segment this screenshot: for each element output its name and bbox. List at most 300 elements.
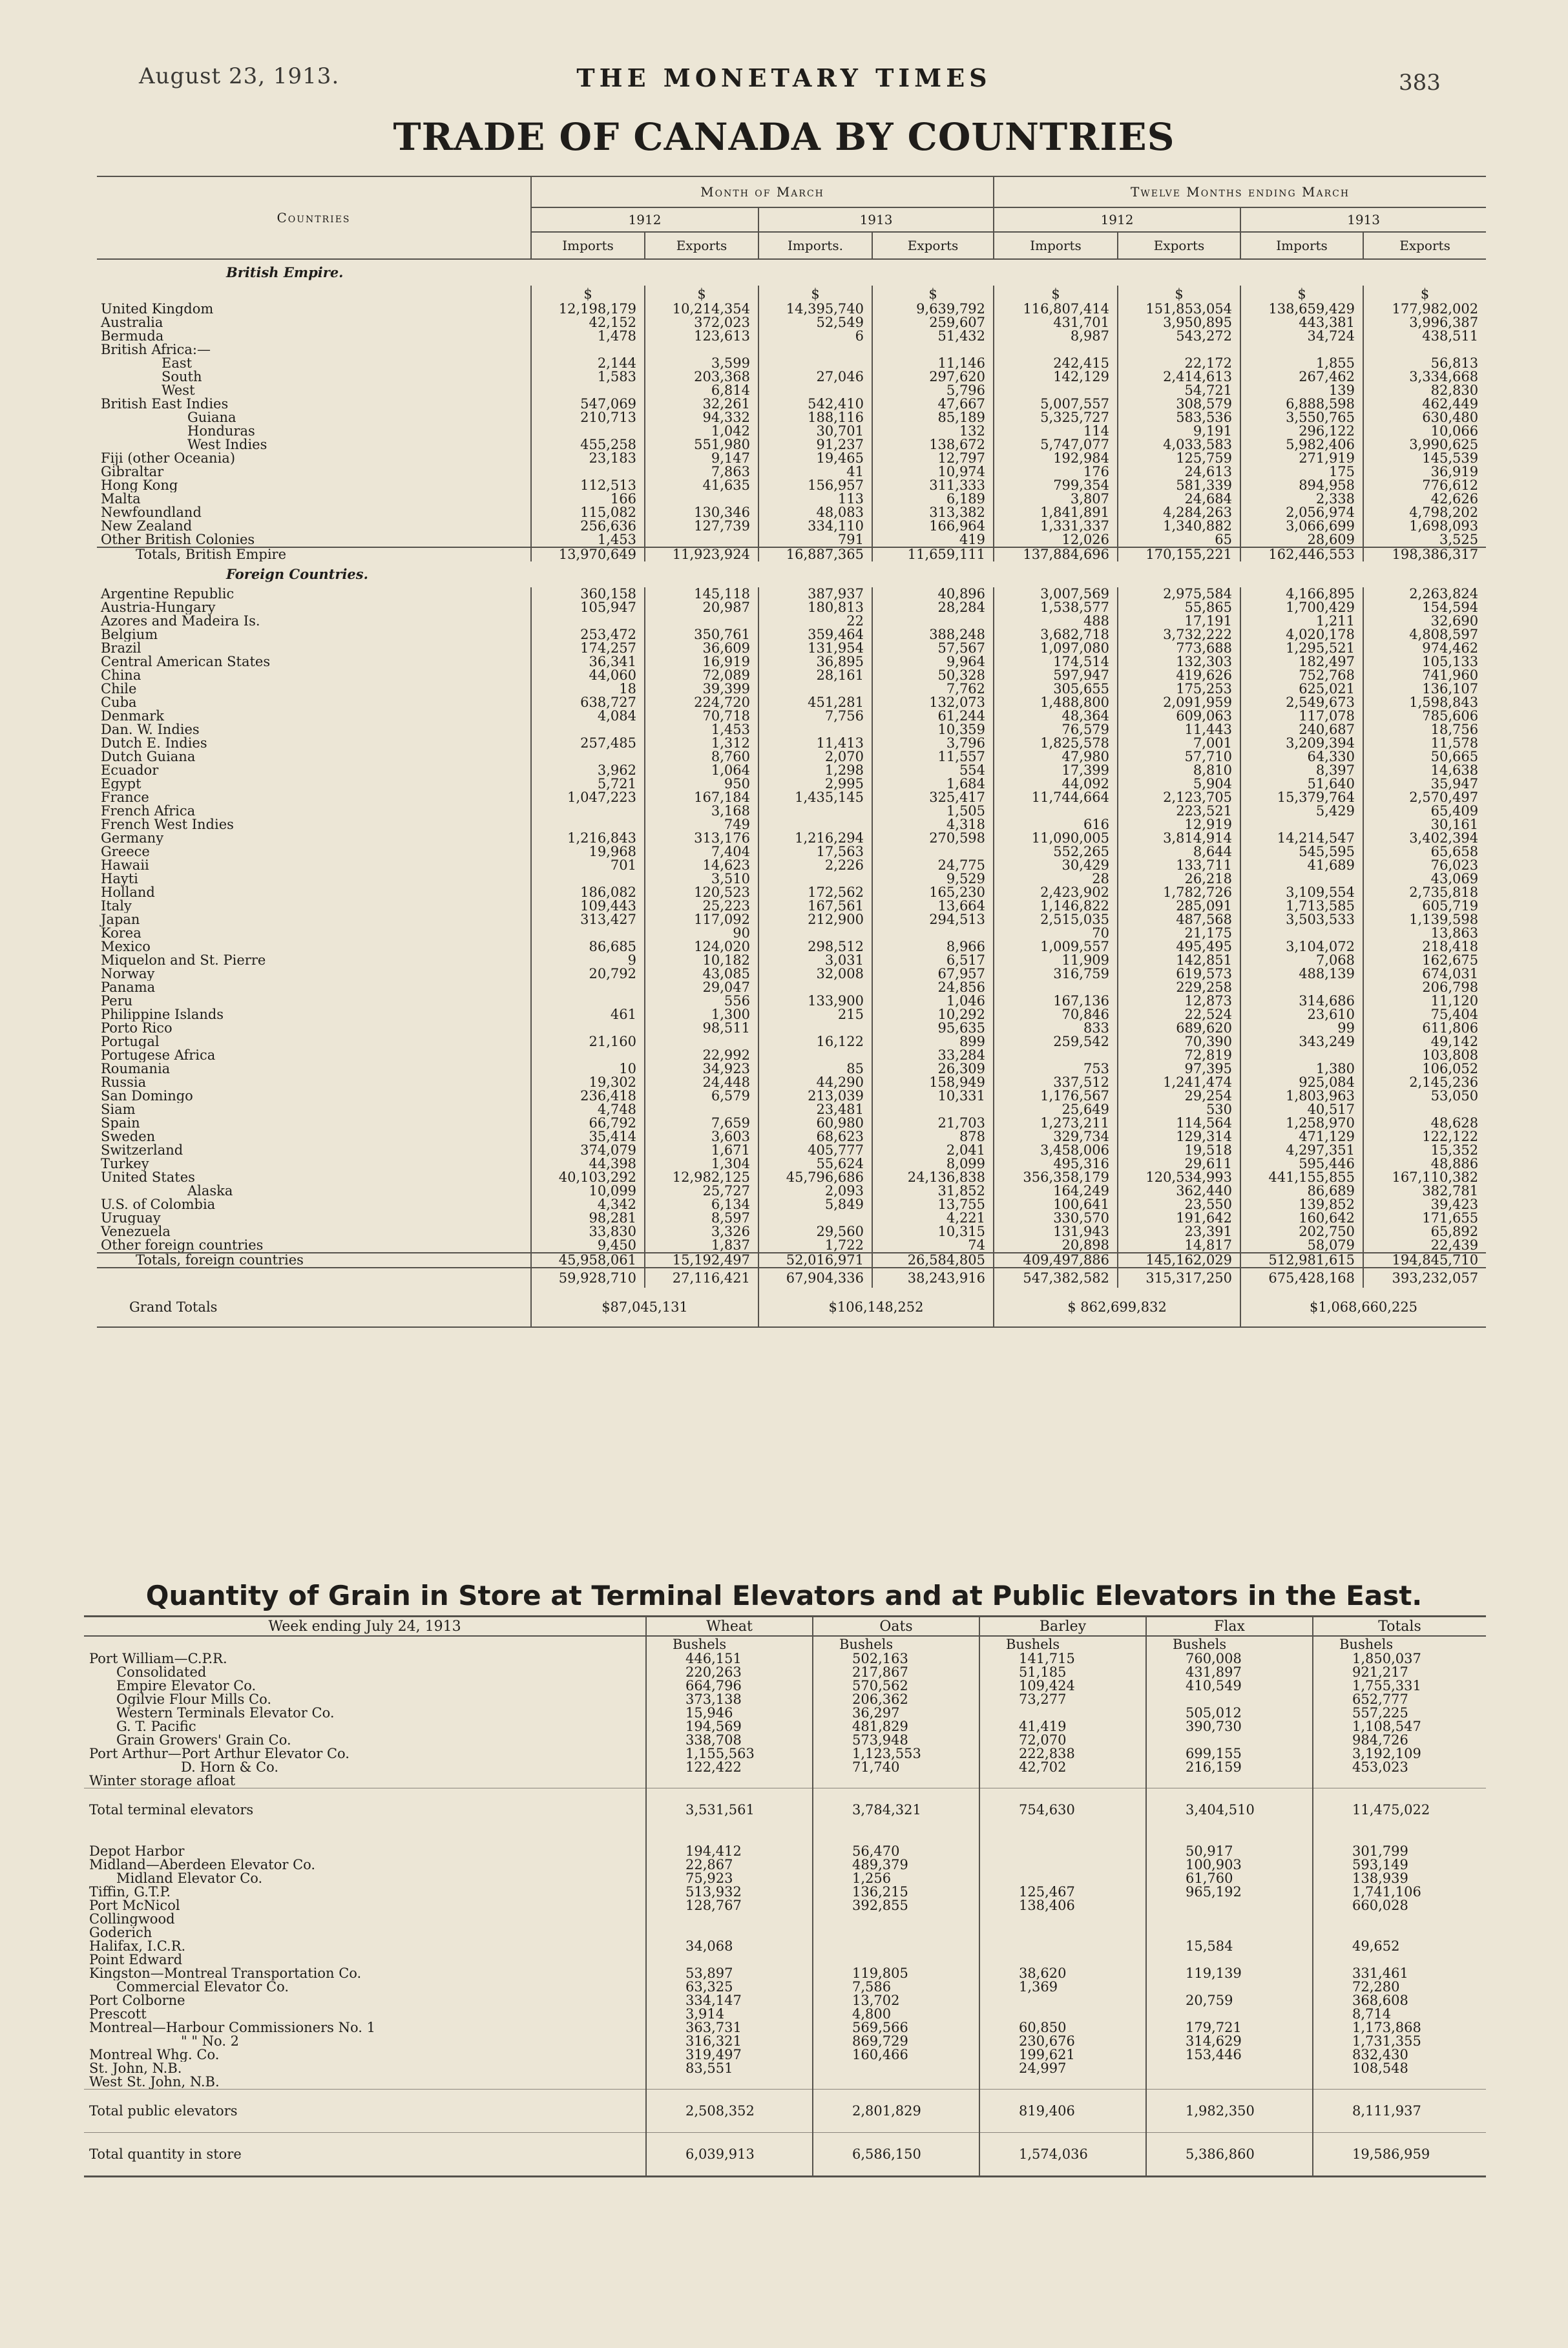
value-cell: 179,721 bbox=[1146, 2021, 1313, 2035]
wheat-header: Wheat bbox=[646, 1617, 813, 1637]
value-cell: 71,740 bbox=[813, 1761, 979, 1774]
value-cell bbox=[872, 1103, 994, 1116]
country-name: Italy bbox=[101, 899, 132, 913]
value-cell bbox=[994, 981, 1118, 994]
currency-symbol: $ bbox=[1363, 286, 1486, 302]
value-cell: 1,241,474 bbox=[1118, 1076, 1240, 1089]
value-cell: 570,562 bbox=[813, 1679, 979, 1693]
value-cell: 257,485 bbox=[531, 737, 645, 750]
grand-total-value: $106,148,252 bbox=[758, 1288, 994, 1327]
elevator-name: Kingston—Montreal Transportation Co. bbox=[89, 1967, 362, 1980]
value-cell: 212,900 bbox=[758, 913, 872, 927]
country-name: Alaska bbox=[187, 1184, 233, 1198]
value-cell: 1,312 bbox=[645, 737, 758, 750]
table-row bbox=[97, 316, 1486, 330]
value-cell: 1,700,429 bbox=[1240, 601, 1363, 614]
value-cell: 305,655 bbox=[994, 682, 1118, 696]
value-cell: 6,586,150 bbox=[813, 2133, 979, 2177]
value-cell: 29,611 bbox=[1118, 1157, 1240, 1171]
value-cell: 2,056,974 bbox=[1240, 506, 1363, 519]
value-cell: 24,684 bbox=[1118, 492, 1240, 506]
elevator-name: Ogilvie Flour Mills Co. bbox=[116, 1693, 272, 1706]
value-cell: 25,649 bbox=[994, 1103, 1118, 1116]
value-cell: 64,330 bbox=[1240, 750, 1363, 764]
flax-header: Flax bbox=[1146, 1617, 1313, 1637]
country-name: Fiji (other Oceania) bbox=[101, 452, 236, 465]
value-cell: 167,184 bbox=[645, 791, 758, 804]
country-name: Siam bbox=[101, 1103, 136, 1116]
value-cell: 471,129 bbox=[1240, 1130, 1363, 1144]
value-cell: 44,092 bbox=[994, 777, 1118, 791]
value-cell: 15,352 bbox=[1363, 1144, 1486, 1157]
value-cell: 488 bbox=[994, 614, 1118, 628]
value-cell: 103,808 bbox=[1363, 1049, 1486, 1062]
value-cell: 3,510 bbox=[645, 872, 758, 886]
value-cell: 218,418 bbox=[1363, 940, 1486, 954]
value-cell: 9,529 bbox=[872, 872, 994, 886]
value-cell bbox=[813, 1913, 979, 1926]
value-cell bbox=[531, 981, 645, 994]
value-cell: 438,511 bbox=[1363, 330, 1486, 343]
value-cell: 390,730 bbox=[1146, 1720, 1313, 1734]
value-cell: 75,404 bbox=[1363, 1008, 1486, 1022]
value-cell: 9 bbox=[531, 954, 645, 967]
country-name: China bbox=[101, 669, 141, 682]
month-1913-header: 1913 bbox=[758, 207, 994, 232]
value-cell: 23,610 bbox=[1240, 1008, 1363, 1022]
value-cell: 3,326 bbox=[645, 1225, 758, 1239]
value-cell bbox=[646, 1953, 813, 1967]
value-cell: 393,232,057 bbox=[1363, 1268, 1486, 1288]
value-cell: 619,573 bbox=[1118, 967, 1240, 981]
value-cell bbox=[758, 1049, 872, 1062]
value-cell: 19,302 bbox=[531, 1076, 645, 1089]
value-cell: 431,701 bbox=[994, 316, 1118, 330]
value-cell: 4,284,263 bbox=[1118, 506, 1240, 519]
value-cell: 1,825,578 bbox=[994, 737, 1118, 750]
value-cell: 3,796 bbox=[872, 737, 994, 750]
value-cell: 372,023 bbox=[645, 316, 758, 330]
value-cell: 301,799 bbox=[1313, 1845, 1486, 1858]
value-cell: 753 bbox=[994, 1062, 1118, 1076]
value-cell: 3,031 bbox=[758, 954, 872, 967]
value-cell: 554 bbox=[872, 764, 994, 777]
table-row bbox=[84, 1761, 1486, 1774]
value-cell: 4,221 bbox=[872, 1211, 994, 1225]
value-cell: 4,033,583 bbox=[1118, 438, 1240, 452]
value-cell: 451,281 bbox=[758, 696, 872, 709]
country-name: Hong Kong bbox=[101, 479, 178, 492]
value-cell: 167,136 bbox=[994, 994, 1118, 1008]
table-row bbox=[97, 655, 1486, 669]
elevator-name: Total quantity in store bbox=[84, 2133, 646, 2177]
value-cell: 142,851 bbox=[1118, 954, 1240, 967]
value-cell: 30,161 bbox=[1363, 818, 1486, 832]
value-cell: 1,837 bbox=[645, 1239, 758, 1253]
elevator-name: Halifax, I.C.R. bbox=[89, 1940, 186, 1953]
table-row bbox=[97, 886, 1486, 899]
value-cell bbox=[1146, 1913, 1313, 1926]
value-cell: 67,904,336 bbox=[758, 1268, 872, 1288]
value-cell bbox=[979, 1845, 1146, 1858]
value-cell: 15,946 bbox=[646, 1706, 813, 1720]
value-cell: 76,023 bbox=[1363, 859, 1486, 872]
elevator-name: Goderich bbox=[89, 1926, 152, 1940]
unit-row bbox=[84, 1636, 1486, 1652]
value-cell: 116,807,414 bbox=[994, 302, 1118, 316]
value-cell: 136,107 bbox=[1363, 682, 1486, 696]
value-cell bbox=[1240, 343, 1363, 357]
value-cell: 15,584 bbox=[1146, 1940, 1313, 1953]
value-cell bbox=[645, 1035, 758, 1049]
value-cell: 154,594 bbox=[1363, 601, 1486, 614]
value-cell bbox=[531, 343, 645, 357]
value-cell: 545,595 bbox=[1240, 845, 1363, 859]
value-cell bbox=[646, 1913, 813, 1926]
table-row bbox=[84, 1845, 1486, 1858]
value-cell: 22,867 bbox=[646, 1858, 813, 1872]
value-cell: 105,133 bbox=[1363, 655, 1486, 669]
table-row bbox=[84, 1720, 1486, 1734]
value-cell: 28,284 bbox=[872, 601, 994, 614]
value-cell: 869,729 bbox=[813, 2035, 979, 2048]
table-row bbox=[84, 2062, 1486, 2075]
country-name: Germany bbox=[101, 832, 164, 845]
value-cell: 593,149 bbox=[1313, 1858, 1486, 1872]
country-name: Bermuda bbox=[101, 330, 164, 343]
value-cell: 362,440 bbox=[1118, 1184, 1240, 1198]
value-cell: 1,380 bbox=[1240, 1062, 1363, 1076]
table-row bbox=[97, 1253, 1486, 1268]
elevator-name: Port Arthur—Port Arthur Elevator Co. bbox=[89, 1747, 350, 1761]
value-cell: 12,026 bbox=[994, 533, 1118, 547]
value-cell: 315,317,250 bbox=[1118, 1268, 1240, 1288]
value-cell: 699,155 bbox=[1146, 1747, 1313, 1761]
country-name: French Africa bbox=[101, 804, 196, 818]
value-cell bbox=[1146, 1693, 1313, 1706]
value-cell bbox=[1313, 1913, 1486, 1926]
value-cell bbox=[979, 1994, 1146, 2007]
value-cell: 141,715 bbox=[979, 1652, 1146, 1666]
value-cell: 49,652 bbox=[1313, 1940, 1486, 1953]
value-cell: 15,379,764 bbox=[1240, 791, 1363, 804]
value-cell: 3,525 bbox=[1363, 533, 1486, 547]
value-cell: 11,909 bbox=[994, 954, 1118, 967]
value-cell: 8,966 bbox=[872, 940, 994, 954]
value-cell bbox=[531, 1022, 645, 1035]
value-cell: 194,845,710 bbox=[1363, 1253, 1486, 1268]
value-cell: 11,413 bbox=[758, 737, 872, 750]
elevator-name: Midland—Aberdeen Elevator Co. bbox=[89, 1858, 316, 1872]
value-cell: 754,630 bbox=[979, 1788, 1146, 1832]
value-cell: 153,446 bbox=[1146, 2048, 1313, 2062]
value-cell bbox=[1313, 1953, 1486, 1967]
value-cell: 44,060 bbox=[531, 669, 645, 682]
spacer-row bbox=[84, 1831, 1486, 1845]
value-cell: 1,782,726 bbox=[1118, 886, 1240, 899]
value-cell: 66,792 bbox=[531, 1116, 645, 1130]
value-cell: 1,155,563 bbox=[646, 1747, 813, 1761]
value-cell: 14,638 bbox=[1363, 764, 1486, 777]
value-cell: 124,020 bbox=[645, 940, 758, 954]
value-cell: 21,160 bbox=[531, 1035, 645, 1049]
value-cell bbox=[994, 343, 1118, 357]
page-number: 383 bbox=[1399, 70, 1441, 96]
value-cell bbox=[1146, 1926, 1313, 1940]
value-cell: 334,110 bbox=[758, 519, 872, 533]
value-cell: 701 bbox=[531, 859, 645, 872]
table-row bbox=[97, 994, 1486, 1008]
value-cell bbox=[1146, 1774, 1313, 1788]
value-cell bbox=[872, 614, 994, 628]
value-cell: 138,406 bbox=[979, 1899, 1146, 1913]
elevator-name: St. John, N.B. bbox=[89, 2062, 182, 2075]
value-cell: 3,007,569 bbox=[994, 587, 1118, 601]
value-cell: 2,570,497 bbox=[1363, 791, 1486, 804]
value-cell: 65,658 bbox=[1363, 845, 1486, 859]
value-cell: 7,404 bbox=[645, 845, 758, 859]
value-cell: 16,919 bbox=[645, 655, 758, 669]
value-cell: 22 bbox=[758, 614, 872, 628]
table-row bbox=[97, 452, 1486, 465]
value-cell: 1,841,891 bbox=[994, 506, 1118, 519]
value-cell: 61,760 bbox=[1146, 1872, 1313, 1885]
country-name: Denmark bbox=[101, 709, 164, 723]
table-row bbox=[84, 1980, 1486, 1994]
value-cell: 605,719 bbox=[1363, 899, 1486, 913]
value-cell: 833 bbox=[994, 1022, 1118, 1035]
value-cell: 6,134 bbox=[645, 1198, 758, 1211]
value-cell: 127,739 bbox=[645, 519, 758, 533]
value-cell: 47,980 bbox=[994, 750, 1118, 764]
country-name: Austria-Hungary bbox=[101, 601, 216, 614]
countries-header: Countries bbox=[97, 176, 531, 259]
value-cell: 542,410 bbox=[758, 397, 872, 411]
table-row bbox=[97, 492, 1486, 506]
table-row bbox=[97, 1089, 1486, 1103]
value-cell: 19,518 bbox=[1118, 1144, 1240, 1157]
value-cell bbox=[646, 2075, 813, 2090]
value-cell: 431,897 bbox=[1146, 1666, 1313, 1679]
table-row bbox=[84, 1872, 1486, 1885]
value-cell: 10,292 bbox=[872, 1008, 994, 1022]
value-cell bbox=[979, 1926, 1146, 1940]
value-cell: 443,381 bbox=[1240, 316, 1363, 330]
value-cell: 359,464 bbox=[758, 628, 872, 642]
value-cell: 131,954 bbox=[758, 642, 872, 655]
value-cell: 319,497 bbox=[646, 2048, 813, 2062]
value-cell: 119,139 bbox=[1146, 1967, 1313, 1980]
value-cell: 40,896 bbox=[872, 587, 994, 601]
value-cell: 7,001 bbox=[1118, 737, 1240, 750]
value-cell: 316,759 bbox=[994, 967, 1118, 981]
value-cell bbox=[531, 927, 645, 940]
value-cell: 799,354 bbox=[994, 479, 1118, 492]
spacer-cell bbox=[84, 1831, 646, 1845]
country-name: Totals, foreign countries bbox=[97, 1253, 531, 1268]
table-row bbox=[97, 519, 1486, 533]
value-cell: 130,346 bbox=[645, 506, 758, 519]
value-cell bbox=[994, 384, 1118, 397]
country-name: Other British Colonies bbox=[101, 533, 255, 547]
value-cell bbox=[758, 682, 872, 696]
value-cell: 3,531,561 bbox=[646, 1788, 813, 1832]
foreign-countries-section bbox=[97, 561, 1486, 587]
value-cell: 15,192,497 bbox=[645, 1253, 758, 1268]
value-cell: 2,515,035 bbox=[994, 913, 1118, 927]
value-cell: 186,082 bbox=[531, 886, 645, 899]
value-cell: 314,686 bbox=[1240, 994, 1363, 1008]
value-cell bbox=[531, 818, 645, 832]
value-cell: 206,798 bbox=[1363, 981, 1486, 994]
value-cell: 18,756 bbox=[1363, 723, 1486, 737]
table-row bbox=[97, 1198, 1486, 1211]
value-cell: 1,850,037 bbox=[1313, 1652, 1486, 1666]
value-cell: 2,975,584 bbox=[1118, 587, 1240, 601]
value-cell: 114 bbox=[994, 425, 1118, 438]
country-name: Peru bbox=[101, 994, 133, 1008]
value-cell: 32,261 bbox=[645, 397, 758, 411]
value-cell: 2,423,902 bbox=[994, 886, 1118, 899]
value-cell: 106,052 bbox=[1363, 1062, 1486, 1076]
value-cell bbox=[1240, 872, 1363, 886]
value-cell: 176 bbox=[994, 465, 1118, 479]
value-cell: 256,636 bbox=[531, 519, 645, 533]
table-row bbox=[97, 927, 1486, 940]
spacer-cell bbox=[979, 1831, 1146, 1845]
value-cell: 638,727 bbox=[531, 696, 645, 709]
value-cell bbox=[645, 533, 758, 547]
value-cell: 752,768 bbox=[1240, 669, 1363, 682]
table-row bbox=[97, 411, 1486, 425]
value-cell: 1,176,567 bbox=[994, 1089, 1118, 1103]
currency-symbol: $ bbox=[994, 286, 1118, 302]
value-cell: 488,139 bbox=[1240, 967, 1363, 981]
value-cell: 34,923 bbox=[645, 1062, 758, 1076]
value-cell: 166 bbox=[531, 492, 645, 506]
value-cell: 12,797 bbox=[872, 452, 994, 465]
value-cell: 28,609 bbox=[1240, 533, 1363, 547]
table-row bbox=[97, 1103, 1486, 1116]
value-cell: 31,852 bbox=[872, 1184, 994, 1198]
value-cell: 294,513 bbox=[872, 913, 994, 927]
value-cell: 40,103,292 bbox=[531, 1171, 645, 1184]
value-cell: 530 bbox=[1118, 1103, 1240, 1116]
value-cell: 1,741,106 bbox=[1313, 1885, 1486, 1899]
value-cell: 512,981,615 bbox=[1240, 1253, 1363, 1268]
table-row bbox=[84, 1679, 1486, 1693]
value-cell: 42,702 bbox=[979, 1761, 1146, 1774]
table-row bbox=[97, 343, 1486, 357]
country-name: Brazil bbox=[101, 642, 141, 655]
british-empire-section bbox=[97, 259, 1486, 286]
country-name: Belgium bbox=[101, 628, 158, 642]
value-cell: 22,992 bbox=[645, 1049, 758, 1062]
value-cell: 1,042 bbox=[645, 425, 758, 438]
value-cell: 123,613 bbox=[645, 330, 758, 343]
value-cell: 39,399 bbox=[645, 682, 758, 696]
value-cell: 19,586,959 bbox=[1313, 2133, 1486, 2177]
value-cell: 162,446,553 bbox=[1240, 547, 1363, 561]
value-cell: 419 bbox=[872, 533, 994, 547]
value-cell: 138,939 bbox=[1313, 1872, 1486, 1885]
value-cell: 90 bbox=[645, 927, 758, 940]
table-row bbox=[84, 2035, 1486, 2048]
value-cell bbox=[531, 872, 645, 886]
value-cell: 202,750 bbox=[1240, 1225, 1363, 1239]
value-cell bbox=[994, 804, 1118, 818]
grand-totals-label: Grand Totals bbox=[97, 1288, 531, 1327]
value-cell: 1,369 bbox=[979, 1980, 1146, 1994]
value-cell: 120,534,993 bbox=[1118, 1171, 1240, 1184]
value-cell: 41,419 bbox=[979, 1720, 1146, 1734]
value-cell: 3,914 bbox=[646, 2007, 813, 2021]
value-cell: 91,237 bbox=[758, 438, 872, 452]
table-row bbox=[84, 1913, 1486, 1926]
value-cell: 86,685 bbox=[531, 940, 645, 954]
elevator-name: Winter storage afloat bbox=[89, 1774, 236, 1788]
value-cell bbox=[758, 384, 872, 397]
value-cell: 41,689 bbox=[1240, 859, 1363, 872]
value-cell: 14,817 bbox=[1118, 1239, 1240, 1253]
table-row bbox=[84, 1706, 1486, 1720]
table-row bbox=[97, 750, 1486, 764]
value-cell: 58,079 bbox=[1240, 1239, 1363, 1253]
value-cell: 17,191 bbox=[1118, 614, 1240, 628]
value-cell: 4,808,597 bbox=[1363, 628, 1486, 642]
value-cell: 139,852 bbox=[1240, 1198, 1363, 1211]
value-cell bbox=[979, 1858, 1146, 1872]
value-cell bbox=[979, 1706, 1146, 1720]
british-empire-section-label: British Empire. bbox=[226, 264, 344, 280]
value-cell: 1,298 bbox=[758, 764, 872, 777]
value-cell: 462,449 bbox=[1363, 397, 1486, 411]
issue-date: August 23, 1913. bbox=[139, 63, 340, 89]
imports-header: Imports bbox=[1240, 232, 1363, 259]
value-cell: 2,263,824 bbox=[1363, 587, 1486, 601]
country-name: San Domingo bbox=[101, 1089, 193, 1103]
value-cell: 3,599 bbox=[645, 357, 758, 370]
value-cell: 3,192,109 bbox=[1313, 1747, 1486, 1761]
value-cell: 5,007,557 bbox=[994, 397, 1118, 411]
country-name: Guiana bbox=[187, 411, 236, 425]
value-cell: 1,139,598 bbox=[1363, 913, 1486, 927]
value-cell: 171,655 bbox=[1363, 1211, 1486, 1225]
value-cell bbox=[758, 1211, 872, 1225]
value-cell: 331,461 bbox=[1313, 1967, 1486, 1980]
value-cell: 1,453 bbox=[645, 723, 758, 737]
value-cell: 10,359 bbox=[872, 723, 994, 737]
table-row bbox=[97, 1157, 1486, 1171]
value-cell: 4,084 bbox=[531, 709, 645, 723]
value-cell: 410,549 bbox=[1146, 1679, 1313, 1693]
value-cell: 158,949 bbox=[872, 1076, 994, 1089]
country-name: Japan bbox=[101, 913, 140, 927]
country-name: Argentine Republic bbox=[101, 587, 235, 601]
table-row bbox=[84, 1926, 1486, 1940]
value-cell bbox=[1146, 1899, 1313, 1913]
table-row bbox=[97, 723, 1486, 737]
value-cell: 3,104,072 bbox=[1240, 940, 1363, 954]
elevator-name: Montreal—Harbour Commissioners No. 1 bbox=[89, 2021, 375, 2035]
table-row bbox=[97, 764, 1486, 777]
value-cell bbox=[758, 804, 872, 818]
value-cell: 215 bbox=[758, 1008, 872, 1022]
value-cell bbox=[1240, 927, 1363, 940]
value-cell: 53,897 bbox=[646, 1967, 813, 1980]
value-cell: 461 bbox=[531, 1008, 645, 1022]
table-row bbox=[97, 899, 1486, 913]
